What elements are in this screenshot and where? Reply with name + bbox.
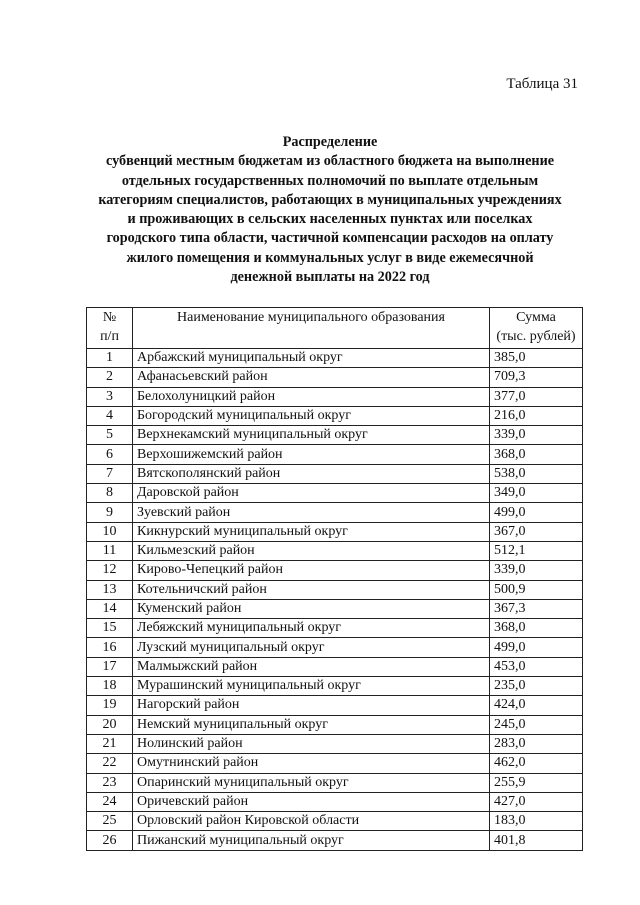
table-row	[87, 792, 583, 811]
amount-cell: 462,0	[490, 754, 583, 773]
table-row	[87, 619, 583, 638]
table-row	[87, 464, 583, 483]
table-number-label: Таблица 31	[506, 76, 578, 92]
title-line: отдельных государственных полномочий по выплате отдельным	[121, 172, 539, 189]
amount-cell: 538,0	[490, 464, 583, 483]
municipality-name-cell: Арбажский муниципальный округ	[133, 349, 490, 368]
table-row	[87, 561, 583, 580]
row-number-cell: 8	[87, 484, 133, 503]
municipality-name-cell: Нолинский район	[133, 734, 490, 753]
amount-cell: 368,0	[490, 619, 583, 638]
row-number-cell: 13	[87, 580, 133, 599]
table-row	[87, 696, 583, 715]
row-number-cell: 5	[87, 426, 133, 445]
title-line: жилого помещения и коммунальных услуг в виде ежемесячной	[126, 249, 534, 266]
table-row	[87, 677, 583, 696]
table-row	[87, 503, 583, 522]
amount-cell: 339,0	[490, 426, 583, 445]
table-row	[87, 715, 583, 734]
header-number-sign: №	[102, 310, 117, 325]
municipality-name-cell: Вятскополянский район	[133, 464, 490, 483]
header-amount	[490, 308, 583, 349]
amount-cell: 424,0	[490, 696, 583, 715]
amount-cell: 368,0	[490, 445, 583, 464]
row-number-cell: 2	[87, 368, 133, 387]
municipality-name-cell: Опаринский муниципальный округ	[133, 773, 490, 792]
title-line: субвенций местным бюджетам из областного бюджета на выполнение	[105, 153, 555, 170]
row-number-cell: 17	[87, 657, 133, 676]
table-row	[87, 445, 583, 464]
header-amount-unit: (тыс. рублей)	[496, 329, 576, 344]
municipality-name-cell: Нагорский район	[133, 696, 490, 715]
row-number-cell: 16	[87, 638, 133, 657]
row-number-cell: 10	[87, 522, 133, 541]
table-row	[87, 638, 583, 657]
municipality-name-cell: Котельничский район	[133, 580, 490, 599]
municipality-name-cell: Белохолуницкий район	[133, 387, 490, 406]
document-title	[70, 133, 590, 287]
row-number-cell: 23	[87, 773, 133, 792]
amount-cell: 349,0	[490, 484, 583, 503]
row-number-cell: 21	[87, 734, 133, 753]
table-row	[87, 831, 583, 850]
municipality-name-cell: Куменский район	[133, 599, 490, 618]
amount-cell: 283,0	[490, 734, 583, 753]
row-number-cell: 26	[87, 831, 133, 850]
municipality-name-cell: Кикнурский муниципальный округ	[133, 522, 490, 541]
table-row	[87, 522, 583, 541]
table-row	[87, 426, 583, 445]
title-line: категориям специалистов, работающих в муниципальных учреждениях	[98, 191, 562, 208]
title-line: Распределение	[282, 134, 378, 150]
amount-cell: 367,0	[490, 522, 583, 541]
amount-cell: 183,0	[490, 812, 583, 831]
header-row-number	[87, 308, 133, 349]
table-row	[87, 406, 583, 425]
row-number-cell: 22	[87, 754, 133, 773]
amount-cell: 377,0	[490, 387, 583, 406]
table-row	[87, 580, 583, 599]
amount-cell: 216,0	[490, 406, 583, 425]
title-line: городского типа области, частичной компенсации расходов на оплату	[106, 230, 554, 247]
table-body	[87, 349, 583, 851]
row-number-cell: 19	[87, 696, 133, 715]
table-row	[87, 368, 583, 387]
header-municipality-name	[133, 308, 490, 349]
municipality-name-cell: Кильмезский район	[133, 541, 490, 560]
amount-cell: 235,0	[490, 677, 583, 696]
row-number-cell: 25	[87, 812, 133, 831]
municipality-name-cell: Верхнекамский муниципальный округ	[133, 426, 490, 445]
row-number-cell: 4	[87, 406, 133, 425]
municipality-name-cell: Омутнинский район	[133, 754, 490, 773]
table-row	[87, 754, 583, 773]
municipality-name-cell: Малмыжский район	[133, 657, 490, 676]
municipality-name-cell: Афанасьевский район	[133, 368, 490, 387]
amount-cell: 500,9	[490, 580, 583, 599]
municipality-name-cell: Богородский муниципальный округ	[133, 406, 490, 425]
row-number-cell: 11	[87, 541, 133, 560]
table-row	[87, 484, 583, 503]
amount-cell: 385,0	[490, 349, 583, 368]
row-number-cell: 15	[87, 619, 133, 638]
table-row	[87, 657, 583, 676]
row-number-cell: 1	[87, 349, 133, 368]
subvention-distribution-table	[86, 307, 583, 851]
header-pp: п/п	[100, 329, 119, 344]
table-row	[87, 773, 583, 792]
row-number-cell: 20	[87, 715, 133, 734]
header-amount-title: Сумма	[516, 310, 556, 325]
row-number-cell: 14	[87, 599, 133, 618]
municipality-name-cell: Орловский район Кировской области	[133, 812, 490, 831]
row-number-cell: 12	[87, 561, 133, 580]
amount-cell: 427,0	[490, 792, 583, 811]
table-row	[87, 812, 583, 831]
amount-cell: 401,8	[490, 831, 583, 850]
municipality-name-cell: Зуевский район	[133, 503, 490, 522]
municipality-name-cell: Оричевский район	[133, 792, 490, 811]
row-number-cell: 3	[87, 387, 133, 406]
table-header-row	[87, 308, 583, 349]
municipality-name-cell: Пижанский муниципальный округ	[133, 831, 490, 850]
amount-cell: 255,9	[490, 773, 583, 792]
amount-cell: 339,0	[490, 561, 583, 580]
table-row	[87, 541, 583, 560]
amount-cell: 453,0	[490, 657, 583, 676]
title-line: и проживающих в сельских населенных пунктах или поселках	[127, 211, 533, 228]
municipality-name-cell: Мурашинский муниципальный округ	[133, 677, 490, 696]
table-header	[87, 308, 583, 349]
header-name-text: Наименование муниципального образования	[177, 310, 445, 325]
amount-cell: 245,0	[490, 715, 583, 734]
amount-cell: 499,0	[490, 503, 583, 522]
table-row	[87, 349, 583, 368]
table-row	[87, 734, 583, 753]
amount-cell: 709,3	[490, 368, 583, 387]
amount-cell: 499,0	[490, 638, 583, 657]
row-number-cell: 9	[87, 503, 133, 522]
municipality-name-cell: Лузский муниципальный округ	[133, 638, 490, 657]
municipality-name-cell: Лебяжский муниципальный округ	[133, 619, 490, 638]
municipality-name-cell: Немский муниципальный округ	[133, 715, 490, 734]
municipality-name-cell: Даровской район	[133, 484, 490, 503]
title-line: денежной выплаты на 2022 год	[230, 269, 430, 286]
row-number-cell: 24	[87, 792, 133, 811]
table-row	[87, 387, 583, 406]
amount-cell: 367,3	[490, 599, 583, 618]
row-number-cell: 18	[87, 677, 133, 696]
table-row	[87, 599, 583, 618]
municipality-name-cell: Верхошижемский район	[133, 445, 490, 464]
row-number-cell: 6	[87, 445, 133, 464]
amount-cell: 512,1	[490, 541, 583, 560]
municipality-name-cell: Кирово-Чепецкий район	[133, 561, 490, 580]
row-number-cell: 7	[87, 464, 133, 483]
